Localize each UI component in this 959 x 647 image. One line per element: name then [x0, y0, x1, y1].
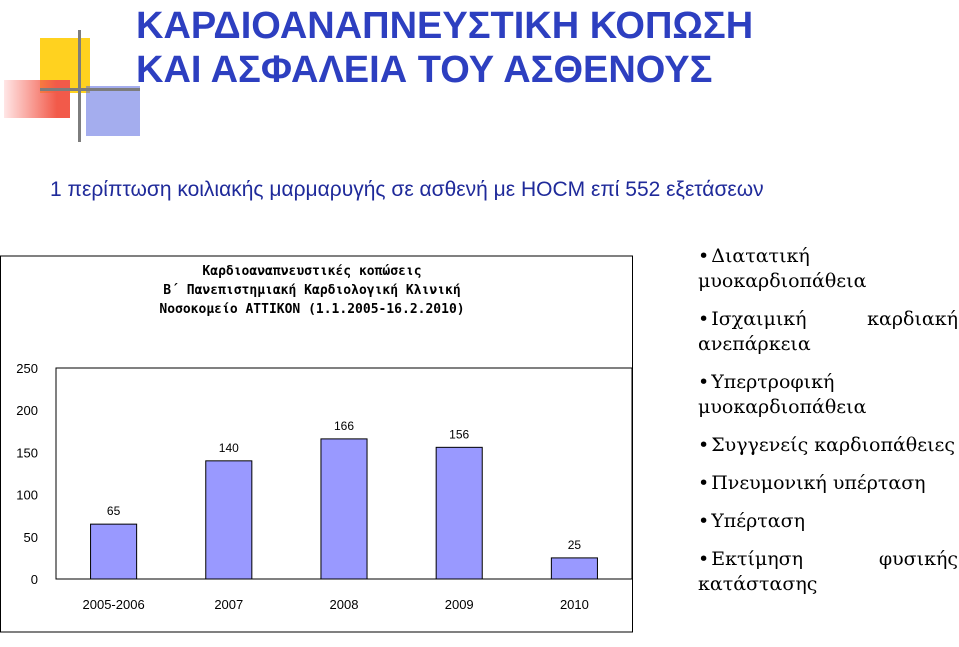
bar	[91, 524, 137, 579]
y-tick-label: 150	[16, 445, 38, 461]
data-label: 156	[449, 427, 470, 442]
bar	[436, 447, 482, 579]
y-tick-label: 200	[16, 403, 38, 419]
bar-chart	[0, 250, 690, 647]
logo-horizontal-line	[40, 88, 140, 91]
bar	[551, 558, 597, 579]
x-tick-label: 2008	[329, 597, 359, 612]
x-tick-label: 2010	[559, 597, 589, 612]
y-tick-label: 50	[23, 529, 38, 545]
list-item: • Υπερτροφική μυοκαρδιοπάθεια	[698, 370, 958, 420]
slide-title	[136, 4, 956, 92]
slide-subtitle: 1 περίπτωση κοιλιακής μαρμαρυγής σε ασθενή με HOCM επί 552 εξετάσεων	[50, 178, 764, 201]
indications-list	[698, 244, 958, 610]
bar	[206, 461, 252, 579]
chart-title-line3: Νοσοκομείο ΑΤΤΙΚΟΝ (1.1.2005-16.2.2010)	[159, 302, 465, 317]
data-label: 140	[218, 440, 239, 455]
list-item: • Εκτίμηση φυσικής κατάστασης	[698, 547, 958, 597]
chart-title-line1: Καρδιοαναπνευστικές κοπώσεις	[202, 264, 422, 279]
y-tick-label: 100	[16, 487, 38, 503]
list-item: • Συγγενείς καρδιοπάθειες	[698, 433, 958, 458]
chart-title-line2: Β΄ Πανεπιστημιακή Καρδιολογική Κλινική	[163, 283, 461, 298]
bar	[321, 439, 367, 579]
data-label: 65	[106, 504, 121, 519]
x-tick-label: 2007	[214, 597, 244, 612]
x-tick-label: 2009	[444, 597, 474, 612]
list-item: • Διατατική μυοκαρδιοπάθεια	[698, 244, 958, 294]
logo-decoration	[0, 0, 140, 145]
chart-title	[82, 262, 542, 319]
logo-blue-square	[86, 86, 140, 136]
data-label: 25	[567, 537, 582, 552]
logo-vertical-line	[78, 30, 81, 142]
data-label: 166	[333, 418, 355, 433]
list-item: • Ισχαιμική καρδιακή ανεπάρκεια	[698, 307, 958, 357]
y-tick-label: 250	[16, 361, 38, 376]
list-item: • Υπέρταση	[698, 509, 958, 534]
slide-title-line2: ΚΑΙ ΑΣΦΑΛΕΙΑ ΤΟΥ ΑΣΘΕΝΟΥΣ	[136, 49, 713, 91]
logo-red-square	[4, 80, 70, 118]
x-tick-label: 2005-2006	[82, 597, 145, 612]
slide-title-line1: ΚΑΡΔΙΟΑΝΑΠΝΕΥΣΤΙΚΗ ΚΟΠΩΣΗ	[136, 5, 754, 47]
list-item: • Πνευμονική υπέρταση	[698, 471, 958, 496]
y-tick-label: 0	[30, 572, 38, 587]
